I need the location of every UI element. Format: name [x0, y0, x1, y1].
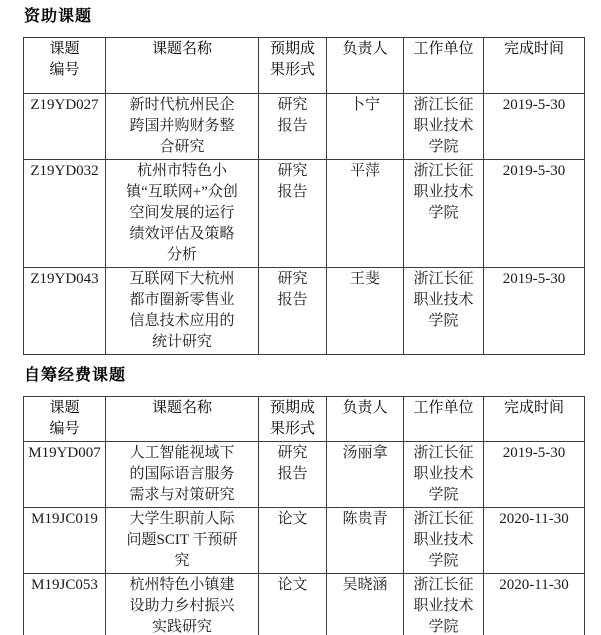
table-row — [24, 268, 585, 355]
project-outcome-cell: 研究报告 — [259, 94, 327, 160]
project-leader-cell: 汤丽拿 — [327, 442, 404, 508]
funded-projects-heading: 资助课题 — [24, 8, 93, 25]
project-outcome-cell: 论文 — [259, 508, 327, 574]
project-outcome-cell: 论文 — [259, 574, 327, 635]
project-title-cell: 杭州市特色小镇“互联网+”众创空间发展的运行绩效评估及策略分析 — [106, 160, 259, 268]
table-row — [24, 160, 585, 268]
project-deadline-cell: 2019-5-30 — [484, 442, 585, 508]
self-funded-projects-heading: 自筹经费课题 — [24, 367, 127, 384]
project-code-cell: Z19YD043 — [24, 268, 106, 355]
table-row — [24, 574, 585, 635]
project-deadline-cell: 2019-5-30 — [484, 160, 585, 268]
project-outcome-cell: 研究报告 — [259, 268, 327, 355]
project-unit-cell: 浙江长征职业技术学院 — [404, 508, 484, 574]
table-row — [24, 94, 585, 160]
project-code-cell: Z19YD032 — [24, 160, 106, 268]
project-unit-cell: 浙江长征职业技术学院 — [404, 94, 484, 160]
table-header-row — [24, 38, 585, 94]
column-header-code: 课题编号 — [24, 38, 106, 94]
project-title-cell: 互联网下大杭州都市圈新零售业信息技术应用的统计研究 — [106, 268, 259, 355]
funded-projects-table — [23, 37, 585, 355]
project-leader-cell: 平萍 — [327, 160, 404, 268]
project-title-cell: 新时代杭州民企跨国并购财务整合研究 — [106, 94, 259, 160]
project-unit-cell: 浙江长征职业技术学院 — [404, 442, 484, 508]
column-header-leader: 负责人 — [327, 397, 404, 442]
column-header-deadline: 完成时间 — [484, 38, 585, 94]
project-code-cell: M19YD007 — [24, 442, 106, 508]
column-header-outcome: 预期成果形式 — [259, 38, 327, 94]
project-unit-cell: 浙江长征职业技术学院 — [404, 268, 484, 355]
project-code-cell: M19JC053 — [24, 574, 106, 635]
project-code-cell: Z19YD027 — [24, 94, 106, 160]
project-outcome-cell: 研究报告 — [259, 160, 327, 268]
project-title-cell: 杭州特色小镇建设助力乡村振兴实践研究 — [106, 574, 259, 635]
project-leader-cell: 吴晓涵 — [327, 574, 404, 635]
project-leader-cell: 王斐 — [327, 268, 404, 355]
project-outcome-cell: 研究报告 — [259, 442, 327, 508]
column-header-outcome: 预期成果形式 — [259, 397, 327, 442]
section-self-funded-projects — [23, 367, 584, 635]
table-row — [24, 508, 585, 574]
column-header-unit: 工作单位 — [404, 38, 484, 94]
project-deadline-cell: 2019-5-30 — [484, 94, 585, 160]
project-unit-cell: 浙江长征职业技术学院 — [404, 574, 484, 635]
table-row — [24, 442, 585, 508]
column-header-code: 课题编号 — [24, 397, 106, 442]
column-header-title: 课题名称 — [106, 38, 259, 94]
project-unit-cell: 浙江长征职业技术学院 — [404, 160, 484, 268]
self-funded-projects-table — [23, 396, 585, 635]
section-funded-projects — [23, 7, 584, 355]
column-header-leader: 负责人 — [327, 38, 404, 94]
project-deadline-cell: 2019-5-30 — [484, 268, 585, 355]
column-header-deadline: 完成时间 — [484, 397, 585, 442]
project-title-cell: 人工智能视域下的国际语言服务需求与对策研究 — [106, 442, 259, 508]
project-code-cell: M19JC019 — [24, 508, 106, 574]
project-leader-cell: 陈贵青 — [327, 508, 404, 574]
table-header-row — [24, 397, 585, 442]
column-header-unit: 工作单位 — [404, 397, 484, 442]
column-header-title: 课题名称 — [106, 397, 259, 442]
project-title-cell: 大学生职前人际问题SCIT 干预研究 — [106, 508, 259, 574]
project-deadline-cell: 2020-11-30 — [484, 574, 585, 635]
project-deadline-cell: 2020-11-30 — [484, 508, 585, 574]
project-leader-cell: 卜宁 — [327, 94, 404, 160]
